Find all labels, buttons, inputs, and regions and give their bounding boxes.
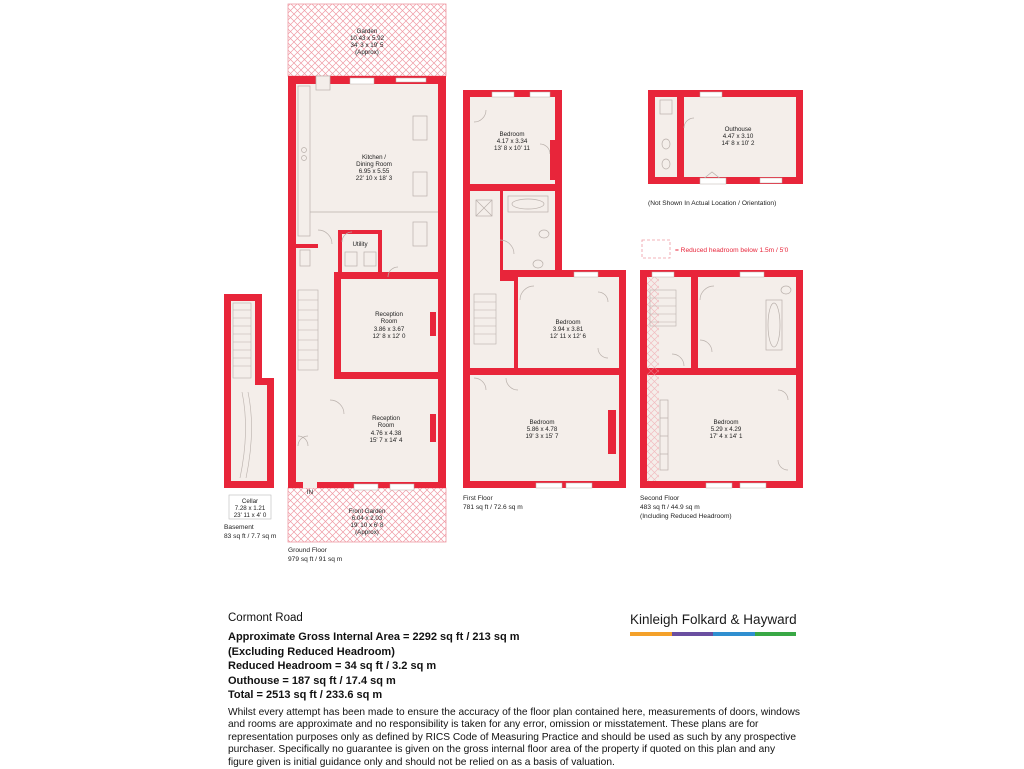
first-floor-plan	[463, 90, 626, 511]
total-area: Total = 2513 sq ft / 233.6 sq m	[228, 688, 808, 703]
kitchen-name-line1: Kitchen /	[362, 154, 386, 161]
second-floor-area: 483 sq ft / 44.9 sq m	[640, 504, 700, 511]
brand-bar-blue	[713, 632, 755, 636]
entry-label: IN	[307, 489, 313, 496]
kitchen-imperial: 22' 10 x 18' 3	[356, 175, 393, 182]
front-garden-imperial: 19' 10 x 6' 8	[351, 522, 385, 529]
brand-bar-orange	[630, 632, 672, 636]
ground-wc-walls	[296, 244, 318, 248]
reception-one-name-line1: Reception	[375, 311, 403, 318]
reception-two-name-line2: Room	[378, 422, 395, 429]
basement-area: 83 sq ft / 7.7 sq m	[224, 533, 277, 540]
ff-bathroom-floor	[503, 191, 555, 270]
sf-bedroom-metric: 5.29 x 4.29	[711, 426, 742, 433]
disclaimer: Whilst every attempt has been made to ensure the accuracy of the floor plan contained here, measurements of doors, windows and rooms are approximate and no responsibility is taken for any error, omission or misstatement. These plans are for representation purposes only as defined by RICS Code of Measuring Practice and should be used as such by any prospective purchaser. Specifically no guarantee is given on the gross internal floor area of the property if quoted on this plan and any figure given is initial guidance only and should not be relied on as a basis of valuation.	[228, 707, 803, 769]
legend-text: = Reduced headroom below 1.5m / 5'0	[675, 247, 789, 254]
second-floor-note: (Including Reduced Headroom)	[640, 513, 732, 520]
utility-name: Utility	[352, 241, 368, 248]
ff-bedroom-three-name: Bedroom	[529, 419, 554, 426]
second-floor-title: Second Floor	[640, 495, 680, 502]
ground-floor-title: Ground Floor	[288, 547, 328, 554]
first-floor-area: 781 sq ft / 72.6 sq m	[463, 504, 523, 511]
cellar-imperial: 23' 11 x 4' 0	[234, 512, 267, 519]
reception-two-imperial: 15' 7 x 14' 4	[370, 437, 404, 444]
outhouse-name: Outhouse	[725, 126, 752, 133]
outhouse-plan	[648, 90, 803, 207]
legend	[642, 240, 789, 258]
kitchen-metric: 6.95 x 5.55	[359, 168, 390, 175]
front-garden-metric: 6.04 x 2.03	[352, 515, 383, 522]
ground-floor-area: 979 sq ft / 91 sq m	[288, 556, 343, 563]
reception-one-imperial: 12' 8 x 12' 0	[373, 333, 407, 340]
brand-name: Kinleigh Folkard & Hayward	[630, 612, 800, 627]
ff-bedroom-three-metric: 5.86 x 4.78	[527, 426, 558, 433]
kitchen-name-line2: Dining Room	[356, 161, 392, 168]
brand-color-bar	[630, 632, 796, 636]
basement-plan	[224, 294, 277, 540]
ground-floor-plan	[288, 4, 446, 563]
ff-bedroom-one-name: Bedroom	[499, 131, 524, 138]
outhouse-wc-floor	[655, 97, 677, 177]
brand-bar-green	[755, 632, 797, 636]
excluding-reduced-headroom: (Excluding Reduced Headroom)	[228, 645, 808, 660]
outhouse-imperial: 14' 8 x 10' 2	[722, 140, 756, 147]
reception-one-name-line2: Room	[381, 318, 398, 325]
front-garden-name: Front Garden	[349, 508, 386, 515]
ff-bedroom-one-imperial: 13' 8 x 10' 11	[494, 145, 531, 152]
reception-two-metric: 4.76 x 4.38	[371, 430, 402, 437]
cellar-name: Cellar	[242, 498, 258, 505]
garden-metric: 10.43 x 5.92	[350, 35, 385, 42]
basement-title: Basement	[224, 524, 254, 531]
ff-bedroom-two-name: Bedroom	[555, 319, 580, 326]
first-floor-title: First Floor	[463, 495, 493, 502]
brand-bar-purple	[672, 632, 714, 636]
brand-logo	[630, 612, 800, 636]
utility-walls	[338, 230, 382, 234]
reception-one-metric: 3.86 x 3.67	[374, 326, 405, 333]
second-floor-plan	[640, 270, 803, 520]
sf-reduced-headroom-left	[647, 277, 659, 481]
ff-bedroom-two-imperial: 12' 11 x 12' 6	[550, 333, 587, 340]
garden-imperial: 34' 3 x 19' 5	[351, 42, 385, 49]
hall-floor	[296, 272, 334, 482]
sf-bedroom-imperial: 17' 4 x 14' 1	[710, 433, 744, 440]
outhouse-metric: 4.47 x 3.10	[723, 133, 754, 140]
garden-name: Garden	[357, 28, 378, 35]
ff-bedroom-three-imperial: 19' 3 x 15' 7	[526, 433, 560, 440]
front-garden-note: (Approx)	[355, 529, 379, 536]
ff-bedroom-two-metric: 3.94 x 3.81	[553, 326, 584, 333]
legend-swatch	[642, 240, 670, 258]
outhouse-area: Outhouse = 187 sq ft / 17.4 sq m	[228, 674, 808, 689]
ff-landing-floor	[470, 191, 500, 281]
ff-bedroom-one-metric: 4.17 x 3.34	[497, 138, 528, 145]
property-address: Cormont Road	[228, 612, 808, 624]
gross-internal-area: Approximate Gross Internal Area = 2292 sq ft / 213 sq m	[228, 630, 808, 645]
reduced-headroom-area: Reduced Headroom = 34 sq ft / 3.2 sq m	[228, 659, 808, 674]
outhouse-location-note: (Not Shown In Actual Location / Orientation)	[648, 200, 776, 207]
garden-note: (Approx)	[355, 49, 379, 56]
cellar-metric: 7.28 x 1.21	[235, 505, 266, 512]
front-door	[303, 480, 317, 488]
reception-two-name-line1: Reception	[372, 415, 400, 422]
sf-bedroom-name: Bedroom	[713, 419, 738, 426]
